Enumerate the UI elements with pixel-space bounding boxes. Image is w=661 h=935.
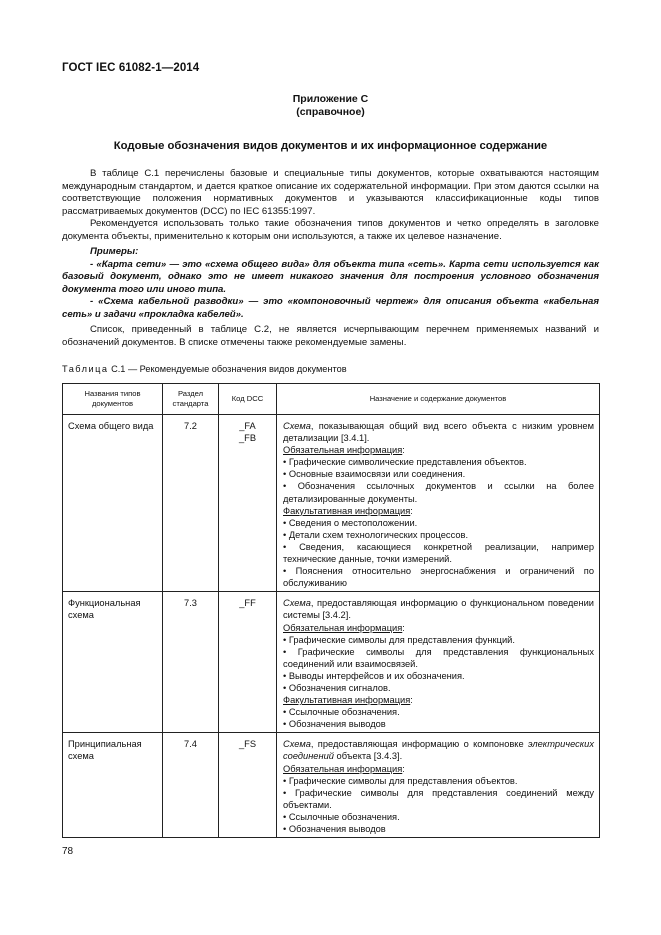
cell-section: 7.3 bbox=[163, 592, 219, 733]
list-item: • Сведения о местоположении. bbox=[283, 517, 418, 528]
list-item: • Выводы интерфейсов и их обозначения. bbox=[283, 670, 465, 681]
list-item: • Основные взаимосвязи или соединения. bbox=[283, 469, 466, 480]
list-item: • Обозначения выводов bbox=[283, 719, 386, 730]
header-purpose: Назначение и содержание документов bbox=[277, 384, 600, 415]
table-row bbox=[63, 415, 600, 592]
list-item: • Графические символы для представления функций. bbox=[283, 634, 515, 645]
outro-paragraph: Список, приведенный в таблице С.2, не является исчерпывающим перечнем применяемых названий и обозначений документов. В списке отмечены также рекомендуемые замены. bbox=[62, 324, 599, 348]
cell-name: Схема общего вида bbox=[63, 415, 163, 592]
list-item: • Графические символические представления объектов. bbox=[283, 457, 527, 468]
outro-text bbox=[62, 324, 599, 349]
code-value: _FB bbox=[238, 432, 257, 443]
list-item: • Обозначения сигналов. bbox=[283, 682, 391, 693]
list-item: • Сведения, касающиеся конкретной реализации, например технические данные, точки измерений. bbox=[283, 541, 594, 565]
intro-text bbox=[62, 168, 599, 244]
appendix-title: Приложение С bbox=[292, 93, 369, 105]
cell-purpose: Схема, предоставляющая информацию о компоновке электрических соединений объекта [3.4.3]. Обязательная информация: • Графические символы для представления объектов. • Графические символы для представления соединений между объектами. • Ссылочные обозначения. • Обозначения выводов bbox=[277, 733, 600, 838]
header-name: Названия типов документов bbox=[63, 384, 163, 415]
term: Схема bbox=[283, 739, 311, 750]
optional-label: Факультативная информация bbox=[283, 695, 411, 706]
table-caption-label: Таблица bbox=[62, 364, 109, 374]
mandatory-label: Обязательная информация bbox=[283, 763, 403, 774]
cell-purpose: Схема, показывающая общий вид всего объекта с низким уровнем детализации [3.4.1]. Обязательная информация: • Графические символические представления объектов. • Основные взаимосвязи или соединения. • Обозначения ссылочных документов и ссылки на более детализированные документы. Факультативная информация: • Сведения о местоположении. • Детали схем технологических процессов. • Сведения, касающиеся конкретной реализации, например технические данные, точки измерений. • Пояснения относительно энергоснабжения и ограничений по обслуживанию bbox=[277, 415, 600, 592]
examples-label: Примеры: bbox=[90, 246, 139, 257]
header-section: Раздел стандарта bbox=[163, 384, 219, 415]
cell-name: Функциональная схема bbox=[63, 592, 163, 733]
list-item: • Обозначения ссылочных документов и ссылки на более детализированные документы. bbox=[283, 481, 594, 504]
list-item: • Обозначения выводов bbox=[283, 824, 386, 834]
list-item: • Графические символы для представления объектов. bbox=[283, 775, 518, 786]
intro-paragraph-2: Рекомендуется использовать только такие обозначения типов документов и четко определять в заголовке документа объекты, применительно к которым они используются, а также их целевое назначение. bbox=[62, 218, 599, 242]
header-code: Код DCC bbox=[219, 384, 277, 415]
section-title: Кодовые обозначения видов документов и их информационное содержание bbox=[113, 140, 548, 152]
cell-code bbox=[219, 733, 277, 838]
list-item: • Графические символы для представления функциональных соединений или взаимосвязей. bbox=[283, 646, 594, 669]
table-row bbox=[63, 592, 600, 733]
optional-label: Факультативная информация bbox=[283, 505, 411, 516]
document-header: ГОСТ IEC 61082-1—2014 bbox=[62, 62, 200, 74]
list-item: • Графические символы для представления соединений между объектами. bbox=[283, 787, 594, 810]
cell-code bbox=[219, 415, 277, 592]
page-number: 78 bbox=[62, 846, 74, 857]
list-item: • Детали схем технологических процессов. bbox=[283, 529, 469, 540]
table-caption bbox=[62, 364, 347, 374]
description: , предоставляющая информацию о компоновке bbox=[310, 739, 528, 750]
cell-section: 7.4 bbox=[163, 733, 219, 838]
table-row bbox=[63, 733, 600, 838]
term: электрических соединений bbox=[283, 739, 594, 762]
code-value: _FA bbox=[239, 421, 256, 431]
code-value: _FS bbox=[238, 739, 257, 750]
appendix-subtitle: (справочное) bbox=[296, 106, 365, 118]
description: объекта [3.4.3]. bbox=[333, 751, 403, 762]
description: , показывающая общий вид всего объекта с низким уровнем детализации [3.4.1]. bbox=[283, 421, 594, 444]
cell-section: 7.2 bbox=[163, 415, 219, 592]
description: , предоставляющая информацию о функциональном поведении системы [3.4.2]. bbox=[283, 598, 594, 621]
mandatory-label: Обязательная информация bbox=[283, 622, 403, 633]
table-header-row bbox=[63, 384, 600, 415]
mandatory-label: Обязательная информация bbox=[283, 445, 403, 456]
list-item: • Ссылочные обозначения. bbox=[283, 811, 400, 822]
cell-code bbox=[219, 592, 277, 733]
cell-name: Принципиальная схема bbox=[63, 733, 163, 838]
term: Схема bbox=[283, 421, 311, 431]
example-1: - «Карта сети» — это «схема общего вида» для объекта типа «сеть». Карта сети используется как базовый документ, однако это не имеет никакого значения для построения условного обозначения документа того или иного типа. bbox=[62, 258, 599, 295]
document-types-table bbox=[62, 383, 600, 838]
examples-block bbox=[62, 246, 599, 322]
list-item: • Ссылочные обозначения. bbox=[283, 707, 400, 718]
list-item: • Пояснения относительно энергоснабжения и ограничений по обслуживанию bbox=[283, 566, 594, 589]
term: Схема bbox=[283, 598, 311, 609]
code-value: _FF bbox=[239, 598, 256, 609]
table-caption-text: С.1 — Рекомендуемые обозначения видов документов bbox=[111, 364, 347, 374]
example-2: - «Схема кабельной разводки» — это «компоновочный чертеж» для описания объекта «кабельная сеть» и задачи «прокладка кабелей». bbox=[62, 296, 599, 320]
cell-purpose: Схема, предоставляющая информацию о функциональном поведении системы [3.4.2]. Обязательная информация: • Графические символы для представления функций. • Графические символы для представления функциональных соединений или взаимосвязей. • Выводы интерфейсов и их обозначения. • Обозначения сигналов. Факультативная информация: • Ссылочные обозначения. • Обозначения выводов bbox=[277, 592, 600, 733]
intro-paragraph-1: В таблице С.1 перечислены базовые и специальные типы документов, которые охватываются настоящим международным стандартом, и дается краткое описание их содержательной информации. При этом даются ссылки на соответствующие положения нормативных документов и указываются классификационные коды типов рассматриваемых документов (DCC) по IEC 61355:1997. bbox=[62, 168, 599, 217]
